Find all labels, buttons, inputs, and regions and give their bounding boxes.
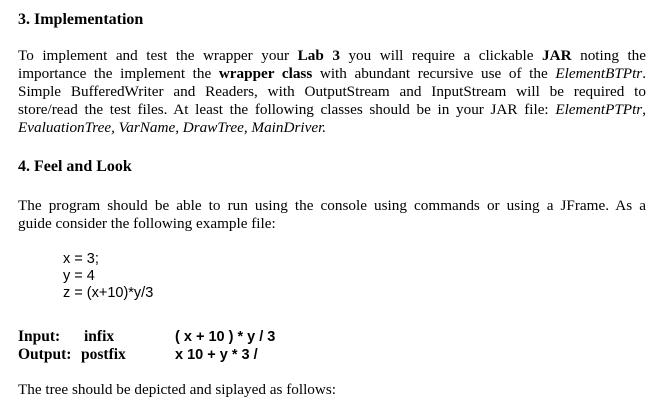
code-line: z = (x+10)*y/3 [63,285,154,301]
paragraph-line [18,119,646,137]
section-3-heading: 3. Implementation [18,11,144,28]
paragraph-line [18,101,646,119]
text-run: importance the implement the [18,65,219,82]
text-run: , [642,101,646,118]
paragraph-line [18,215,646,233]
code-line: x = 3; [63,251,99,267]
bold-term: Lab 3 [297,47,340,64]
text-run: guide consider the following example file: [18,215,276,232]
input-label: Input: [18,328,61,345]
paragraph-line [18,83,646,101]
code-line: y = 4 [63,268,95,284]
feel-and-look-paragraph [18,197,646,233]
text-run: store/read the test files. At least the following classes should be in your JAR file: [18,101,556,118]
implementation-paragraph [18,47,646,137]
input-expression: ( x + 10 ) * y / 3 [175,329,276,345]
closing-sentence: The tree should be depicted and siplayed as follows: [18,381,337,398]
text-run: with abundant recursive use of the [312,65,556,82]
paragraph-line [18,47,646,65]
bold-term: wrapper class [218,65,313,82]
bold-term: JAR [542,47,572,64]
text-run: Simple BufferedWriter and Readers, with OutputStream and InputStream will be required to [18,83,646,100]
paragraph-line [18,65,646,83]
italic-term: ElementBTPtr [555,65,643,82]
section-4-heading: 4. Feel and Look [18,158,132,175]
text-run: . [642,65,647,82]
italic-term: ElementPTPtr [555,101,643,118]
input-kind: infix [84,328,115,345]
output-expression: x 10 + y * 3 / [175,347,258,363]
example-file-code [63,251,153,302]
output-label: Output: [18,346,72,363]
paragraph-line [18,197,646,215]
italic-term: EvaluationTree, VarName, DrawTree, MainDriver. [18,119,327,136]
text-run: noting the [571,47,646,64]
output-kind: postfix [81,346,126,363]
text-run: The program should be able to run using the console using commands or using a JFrame. As a [18,197,646,214]
text-run: To implement and test the wrapper your [18,47,298,64]
text-run: you will require a clickable [339,47,543,64]
